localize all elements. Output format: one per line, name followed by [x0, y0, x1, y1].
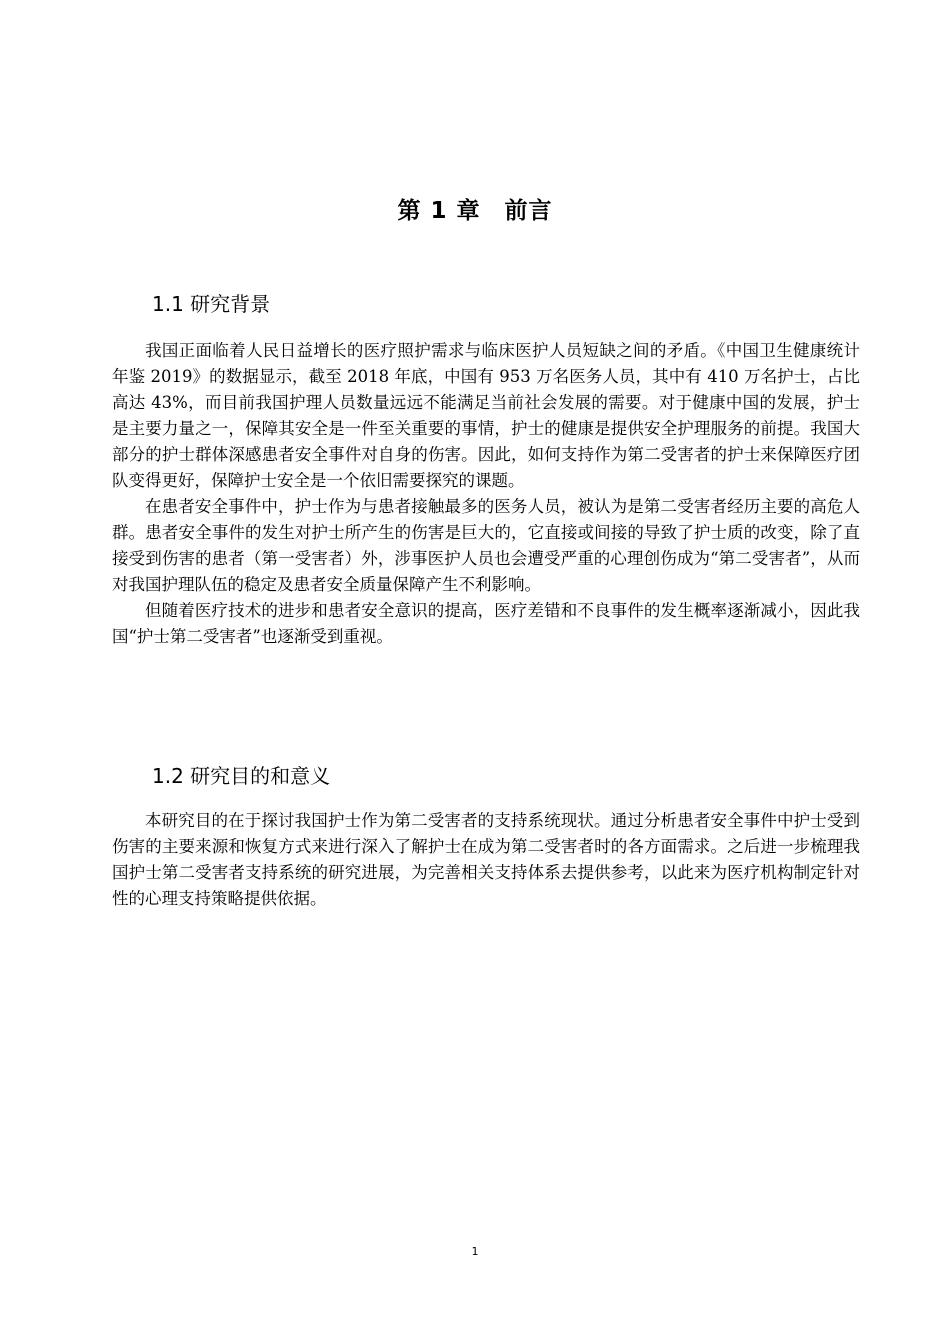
- section-body-background: [112, 338, 860, 650]
- page-number: 1: [471, 1245, 479, 1258]
- paragraph: 本研究目的在于探讨我国护士作为第二受害者的支持系统现状。通过分析患者安全事件中护士受到伤害的主要来源和恢复方式来进行深入了解护士在成为第二受害者时的各方面需求。之后进一步梳理我国护士第二受害者支持系统的研究进展，为完善相关支持体系去提供参考，以此来为医疗机构制定针对性的心理支持策略提供依据。: [112, 811, 860, 908]
- section-heading-background: 1.1 研究背景: [152, 292, 271, 316]
- paragraph: 在患者安全事件中，护士作为与患者接触最多的医务人员，被认为是第二受害者经历主要的高危人群。患者安全事件的发生对护士所产生的伤害是巨大的，它直接或间接的导致了护士质的改变，除了直接受到伤害的患者（第一受害者）外，涉事医护人员也会遭受严重的心理创伤成为“第二受害者”，从而对我国护理队伍的稳定及患者安全质量保障产生不利影响。: [112, 497, 860, 594]
- section-body-purpose: [112, 808, 860, 912]
- chapter-title: 第 1 章 前言: [397, 198, 553, 224]
- section-heading-purpose: 1.2 研究目的和意义: [152, 764, 331, 788]
- paragraph: 我国正面临着人民日益增长的医疗照护需求与临床医护人员短缺之间的矛盾。《中国卫生健康统计年鉴 2019》的数据显示，截至 2018 年底，中国有 953 万名医务人员，其中有 410 万名护士，占比高达 43%，而目前我国护理人员数量远远不能满足当前社会发展的需要。对于健康中国的发展，护士是主要力量之一，保障其安全是一件至关重要的事情，护士的健康是提供安全护理服务的前提。我国大部分的护士群体深感患者安全事件对自身的伤害。因此，如何支持作为第二受害者的护士来保障医疗团队变得更好，保障护士安全是一个依旧需要探究的课题。: [112, 341, 860, 490]
- paragraph: 但随着医疗技术的进步和患者安全意识的提高，医疗差错和不良事件的发生概率逐渐减小，因此我国“护士第二受害者”也逐渐受到重视。: [112, 601, 860, 646]
